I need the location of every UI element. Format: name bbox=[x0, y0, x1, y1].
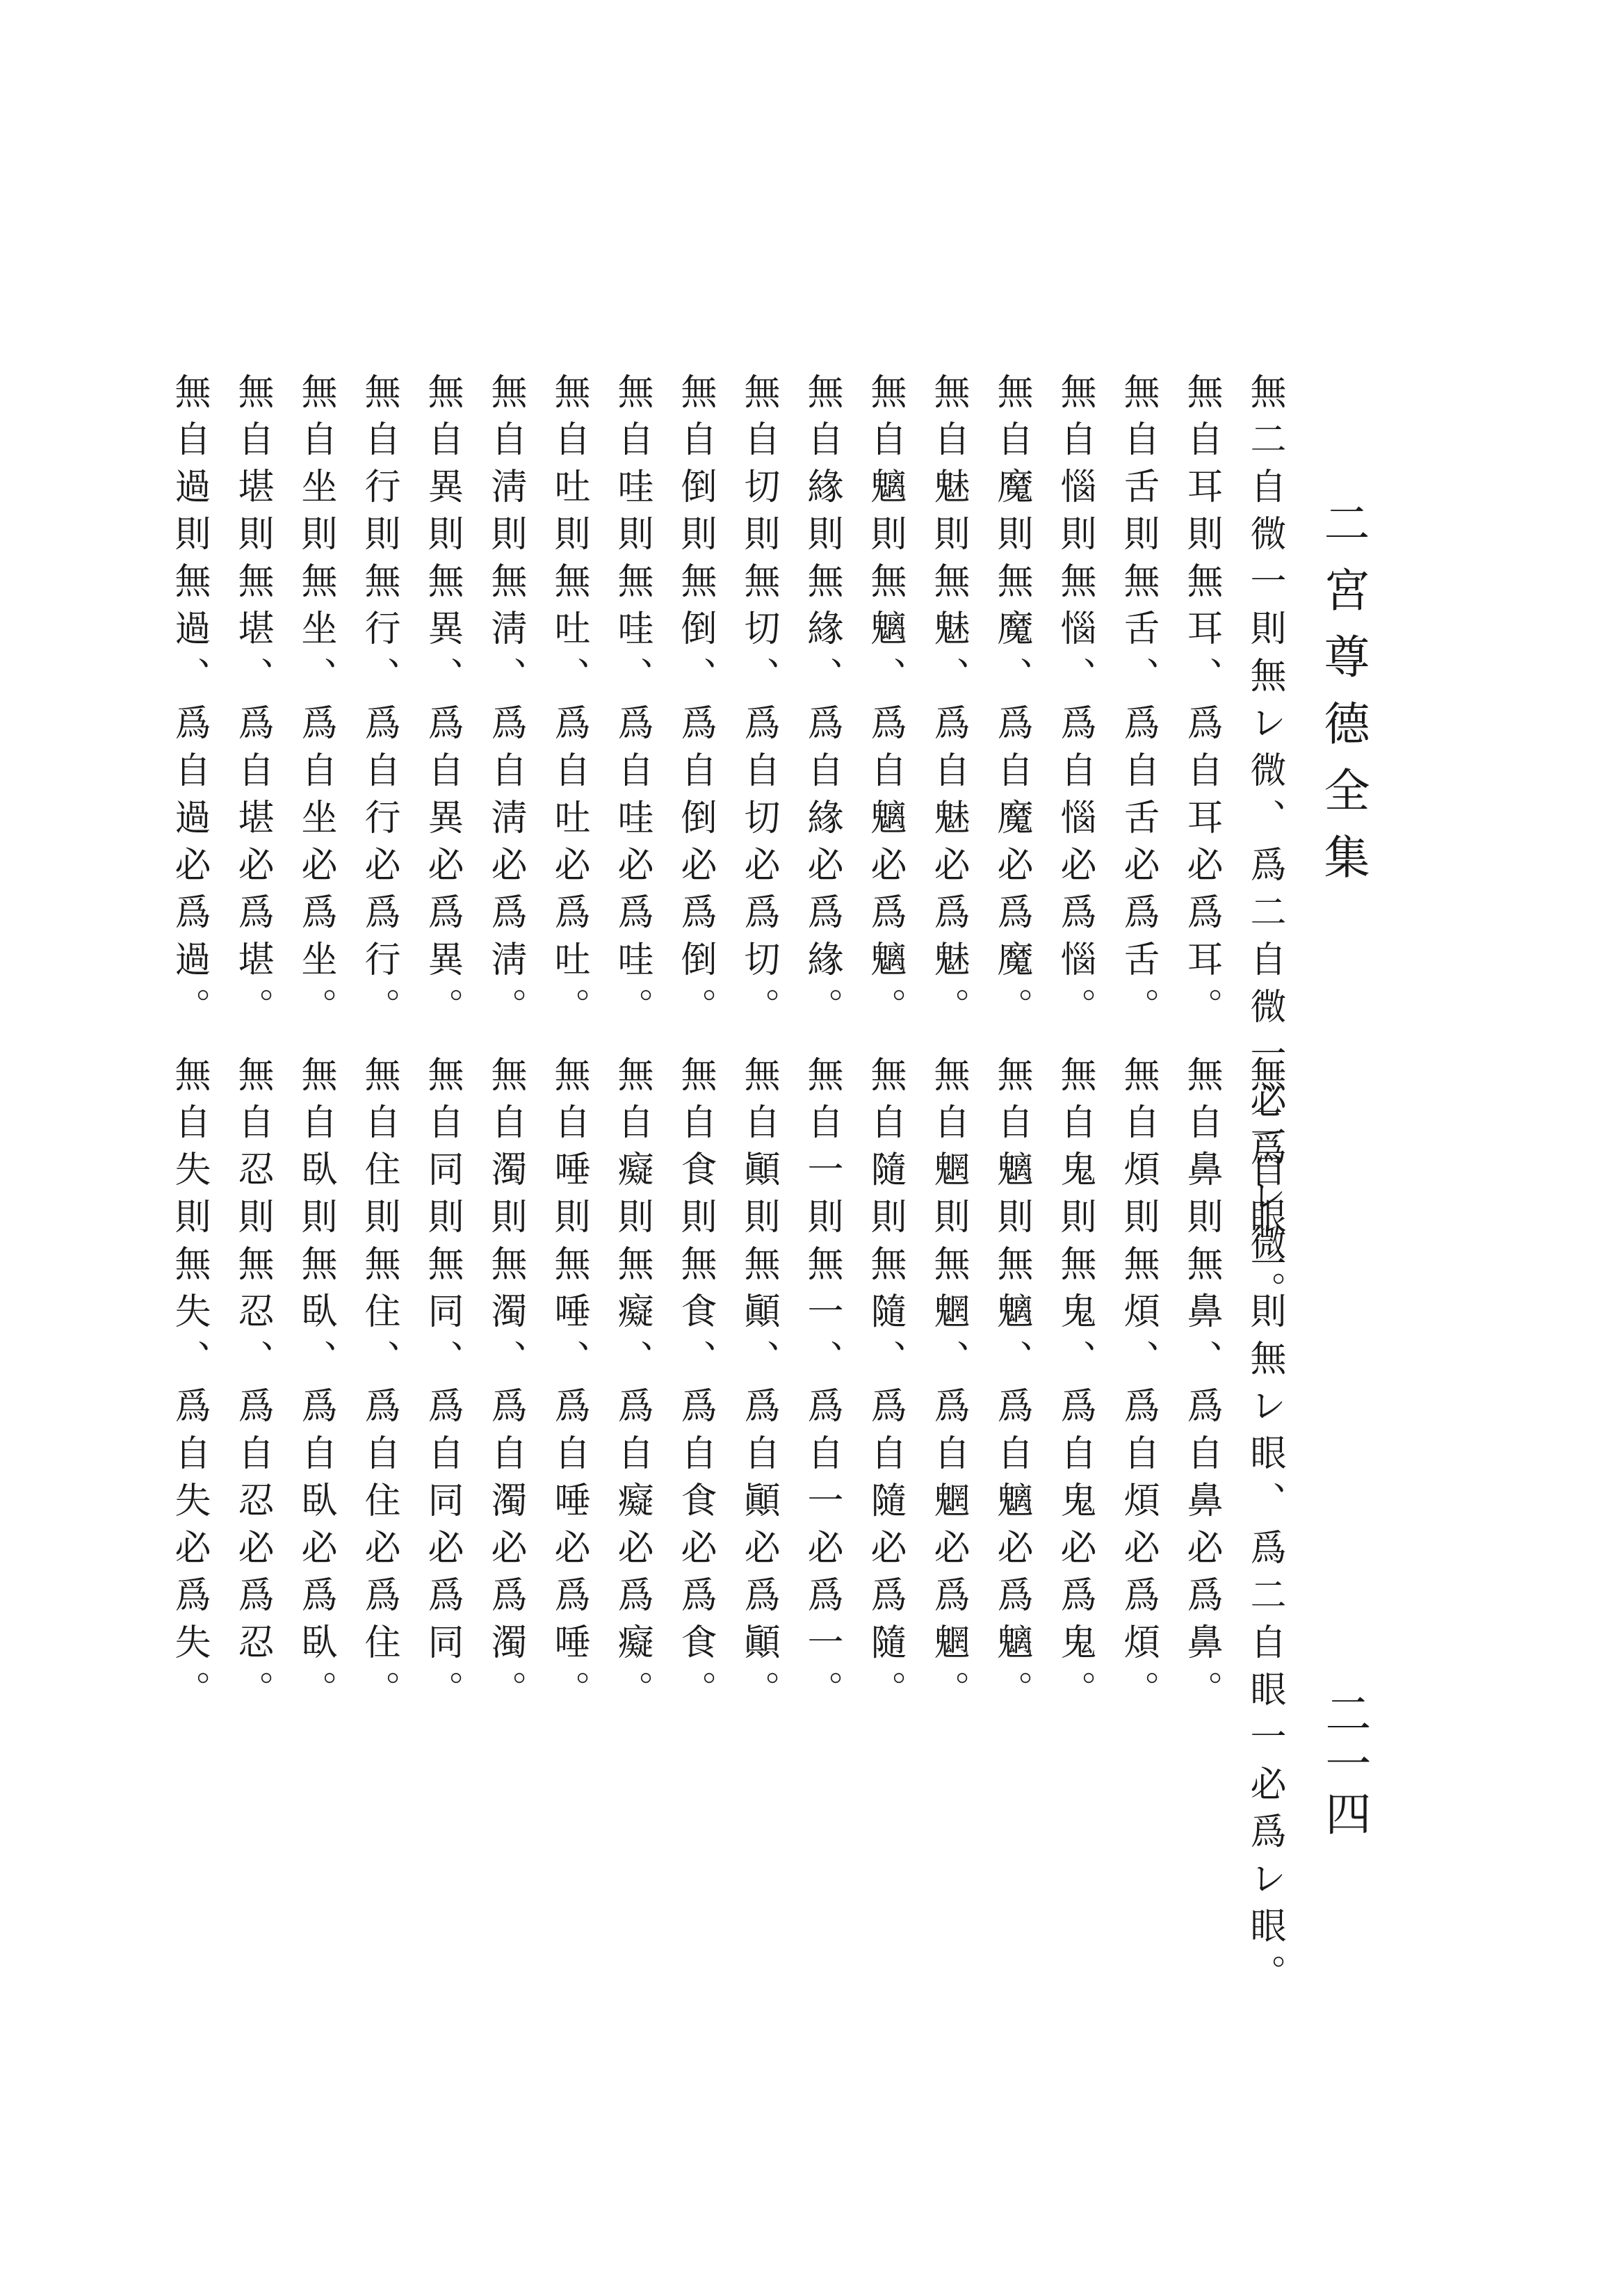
page-number: 二一四 bbox=[1317, 1690, 1371, 1840]
text-line: 無自切則無切、爲自切必爲切。 bbox=[738, 373, 779, 1035]
text-line: 無自惱則無惱、爲自惱必爲惱。 bbox=[1054, 373, 1096, 1035]
text-line: 無自一則無一、爲自一必爲一。 bbox=[801, 1056, 843, 1718]
text-line: 無自失則無失、爲自失必爲失。 bbox=[168, 1056, 210, 1718]
text-line: 無自鬼則無鬼、爲自鬼必爲鬼。 bbox=[1054, 1056, 1096, 1718]
text-line: 無自坐則無坐、爲自坐必爲坐。 bbox=[295, 373, 336, 1035]
text-line: 無自忍則無忍、爲自忍必爲忍。 bbox=[232, 1056, 273, 1718]
text-line: 無自堪則無堪、爲自堪必爲堪。 bbox=[232, 373, 273, 1035]
text-line: 無自濁則無濁、爲自濁必爲濁。 bbox=[485, 1056, 526, 1718]
text-line: 無自食則無食、爲自食必爲食。 bbox=[674, 1056, 716, 1718]
text-line: 無自魍則無魍、爲自魍必爲魍。 bbox=[927, 1056, 969, 1718]
text-line: 無自魑則無魑、爲自魑必爲魑。 bbox=[991, 1056, 1032, 1718]
text-line: 無自舌則無舌、爲自舌必爲舌。 bbox=[1117, 373, 1159, 1035]
text-line: 無自耳則無耳、爲自耳必爲耳。 bbox=[1180, 373, 1222, 1035]
text-line: 無自住則無住、爲自住必爲住。 bbox=[358, 1056, 400, 1718]
text-line: 無自顚則無顚、爲自顚必爲顚。 bbox=[738, 1056, 779, 1718]
text-line: 無自臥則無臥、爲自臥必爲臥。 bbox=[295, 1056, 336, 1718]
text-line: 無自煩則無煩、爲自煩必爲煩。 bbox=[1117, 1056, 1159, 1718]
text-line: 無自魑則無魑、爲自魑必爲魑。 bbox=[864, 373, 906, 1035]
text-line: 無自鼻則無鼻、爲自鼻必爲鼻。 bbox=[1180, 1056, 1222, 1718]
text-line: 無自癡則無癡、爲自癡必爲癡。 bbox=[611, 1056, 653, 1718]
text-line: 無自過則無過、爲自過必爲過。 bbox=[168, 373, 210, 1035]
text-line: 無自魅則無魅、爲自魅必爲魅。 bbox=[927, 373, 969, 1035]
text-line: 無自行則無行、爲自行必爲行。 bbox=[358, 373, 400, 1035]
text-line: 無自淸則無淸、爲自淸必爲淸。 bbox=[485, 373, 526, 1035]
text-line: 無自同則無同、爲自同必爲同。 bbox=[421, 1056, 463, 1718]
text-line: 無自倒則無倒、爲自倒必爲倒。 bbox=[674, 373, 716, 1035]
text-line: 無自哇則無哇、爲自哇必爲哇。 bbox=[611, 373, 653, 1035]
text-line: 無自隨則無隨、爲自隨必爲隨。 bbox=[864, 1056, 906, 1718]
text-line: 無二自微一則無レ微、爲二自微一必爲レ微。 bbox=[1244, 373, 1285, 1318]
text-line: 無自吐則無吐、爲自吐必爲吐。 bbox=[548, 373, 590, 1035]
text-line: 無二自眼一則無レ眼、爲二自眼一必爲レ眼。 bbox=[1244, 1056, 1285, 2001]
text-line: 無自緣則無緣、爲自緣必爲緣。 bbox=[801, 373, 843, 1035]
lower-text-block bbox=[156, 1056, 1296, 2001]
running-header-title: 二宮尊德全集 bbox=[1316, 499, 1370, 900]
text-line: 無自唾則無唾、爲自唾必爲唾。 bbox=[548, 1056, 590, 1718]
text-line: 無自魔則無魔、爲自魔必爲魔。 bbox=[991, 373, 1032, 1035]
text-line: 無自異則無異、爲自異必爲異。 bbox=[421, 373, 463, 1035]
